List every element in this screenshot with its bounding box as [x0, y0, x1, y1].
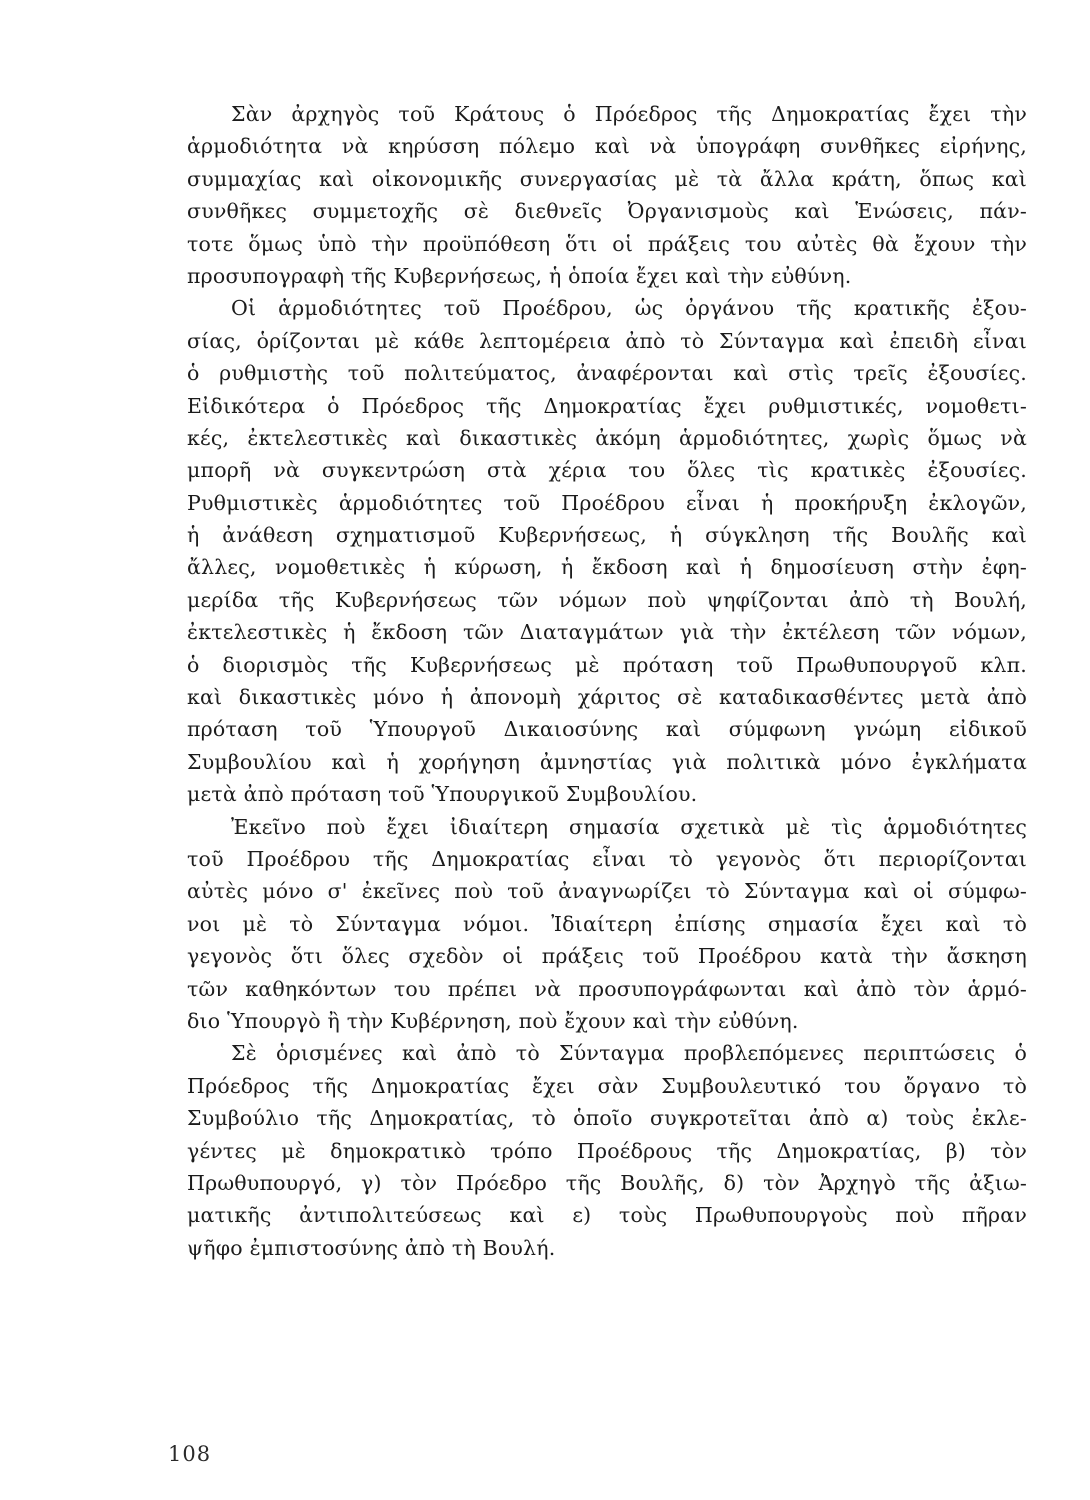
text-line: διο Ὑπουργὸ ἢ τὴν Κυβέρνηση, ποὺ ἔχουν καὶ τὴν εὐθύνη. — [187, 1008, 799, 1033]
text-line: καὶ δικαστικὲς μόνο ἡ ἀπονομὴ χάριτος σὲ καταδικασθέντες μετὰ ἀπὸ — [187, 685, 1027, 710]
text-line: σίας, ὁρίζονται μὲ κάθε λεπτομέρεια ἀπὸ τὸ Σύνταγμα καὶ ἐπειδὴ εἶναι — [187, 328, 1027, 353]
text-line: Πρόεδρος τῆς Δημοκρατίας ἔχει σὰν Συμβουλευτικό του ὄργανο τὸ — [187, 1073, 1027, 1098]
page-number: 108 — [168, 1442, 212, 1466]
text-line: ὁ διορισμὸς τῆς Κυβερνήσεως μὲ πρόταση τοῦ Πρωθυπουργοῦ κλπ. — [187, 652, 1027, 677]
text-line: Ἐκεῖνο ποὺ ἔχει ἰδιαίτερη σημασία σχετικὰ μὲ τὶς ἁρμοδιότητες — [231, 814, 1027, 839]
text-line: συνθῆκες συμμετοχῆς σὲ διεθνεῖς Ὀργανισμοὺς καὶ Ἑνώσεις, πάν- — [187, 199, 1027, 224]
body-text — [187, 98, 1027, 1264]
text-line: Συμβούλιο τῆς Δημοκρατίας, τὸ ὁποῖο συγκροτεῖται ἀπὸ α) τοὺς ἐκλε- — [187, 1106, 1027, 1131]
paragraph-2 — [187, 292, 1027, 810]
text-line: Συμβουλίου καὶ ἡ χορήγηση ἀμνηστίας γιὰ πολιτικὰ μόνο ἐγκλήματα — [187, 749, 1027, 774]
text-line: τῶν καθηκόντων του πρέπει νὰ προσυπογράφωνται καὶ ἀπὸ τὸν ἁρμό- — [187, 976, 1027, 1001]
text-line: ψῆφο ἐμπιστοσύνης ἀπὸ τὴ Βουλή. — [187, 1235, 556, 1260]
text-line: ὁ ρυθμιστὴς τοῦ πολιτεύματος, ἀναφέρονται καὶ στὶς τρεῖς ἐξουσίες. — [187, 361, 1027, 386]
paragraph-3 — [187, 811, 1027, 1038]
text-line: ἄλλες, νομοθετικὲς ἡ κύρωση, ἡ ἔκδοση καὶ ἡ δημοσίευση στὴν ἐφη- — [187, 555, 1027, 580]
text-line: συμμαχίας καὶ οἰκονομικῆς συνεργασίας μὲ τὰ ἄλλα κράτη, ὅπως καὶ — [187, 166, 1027, 191]
text-line: προσυπογραφὴ τῆς Κυβερνήσεως, ἡ ὁποία ἔχει καὶ τὴν εὐθύνη. — [187, 263, 852, 288]
text-line: Εἰδικότερα ὁ Πρόεδρος τῆς Δημοκρατίας ἔχει ρυθμιστικές, νομοθετι- — [187, 393, 1027, 418]
text-line: Σὲ ὁρισμένες καὶ ἀπὸ τὸ Σύνταγμα προβλεπόμενες περιπτώσεις ὁ — [231, 1041, 1027, 1066]
text-line: γεγονὸς ὅτι ὅλες σχεδὸν οἱ πράξεις τοῦ Προέδρου κατὰ τὴν ἄσκηση — [187, 944, 1027, 969]
text-line: κές, ἐκτελεστικὲς καὶ δικαστικὲς ἀκόμη ἁρμοδιότητες, χωρὶς ὅμως νὰ — [187, 425, 1027, 450]
text-line: πρόταση τοῦ Ὑπουργοῦ Δικαιοσύνης καὶ σύμφωνη γνώμη εἰδικοῦ — [187, 717, 1027, 742]
text-line: Σὰν ἀρχηγὸς τοῦ Κράτους ὁ Πρόεδρος τῆς Δημοκρατίας ἔχει τὴν — [231, 102, 1027, 126]
text-line: ἡ ἀνάθεση σχηματισμοῦ Κυβερνήσεως, ἡ σύγκληση τῆς Βουλῆς καὶ — [187, 523, 1027, 548]
text-line: μπορῆ νὰ συγκεντρώση στὰ χέρια του ὅλες τὶς κρατικὲς ἐξουσίες. — [187, 458, 1027, 483]
paragraph-1 — [187, 98, 1027, 292]
text-line: αὐτὲς μόνο σ' ἐκεῖνες ποὺ τοῦ ἀναγνωρίζει τὸ Σύνταγμα καὶ οἱ σύμφω- — [187, 879, 1027, 904]
text-line: τοτε ὅμως ὑπὸ τὴν προϋπόθεση ὅτι οἱ πράξεις του αὐτὲς θὰ ἔχουν τὴν — [187, 231, 1027, 256]
text-line: ἁρμοδιότητα νὰ κηρύσση πόλεμο καὶ νὰ ὑπογράφη συνθῆκες εἰρήνης, — [187, 134, 1027, 159]
text-line: Πρωθυπουργό, γ) τὸν Πρόεδρο τῆς Βουλῆς, δ) τὸν Ἀρχηγὸ τῆς ἀξιω- — [187, 1170, 1027, 1195]
text-line: ματικῆς ἀντιπολιτεύσεως καὶ ε) τοὺς Πρωθυπουργοὺς ποὺ πῆραν — [187, 1203, 1027, 1228]
text-line: ἐκτελεστικὲς ἡ ἔκδοση τῶν Διαταγμάτων γιὰ τὴν ἐκτέλεση τῶν νόμων, — [187, 620, 1027, 645]
text-line: μετὰ ἀπὸ πρόταση τοῦ Ὑπουργικοῦ Συμβουλίου. — [187, 782, 698, 807]
text-line: Οἱ ἁρμοδιότητες τοῦ Προέδρου, ὡς ὀργάνου τῆς κρατικῆς ἐξου- — [231, 296, 1027, 321]
text-line: νοι μὲ τὸ Σύνταγμα νόμοι. Ἰδιαίτερη ἐπίσης σημασία ἔχει καὶ τὸ — [187, 911, 1027, 936]
text-line: μερίδα τῆς Κυβερνήσεως τῶν νόμων ποὺ ψηφίζονται ἀπὸ τὴ Βουλή, — [187, 587, 1027, 612]
text-line: γέντες μὲ δημοκρατικὸ τρόπο Προέδρους τῆς Δημοκρατίας, β) τὸν — [187, 1138, 1027, 1163]
paragraph-4 — [187, 1037, 1027, 1264]
text-line: τοῦ Προέδρου τῆς Δημοκρατίας εἶναι τὸ γεγονὸς ὅτι περιορίζονται — [187, 846, 1027, 871]
text-line: Ρυθμιστικὲς ἁρμοδιότητες τοῦ Προέδρου εἶναι ἡ προκήρυξη ἐκλογῶν, — [187, 490, 1027, 515]
